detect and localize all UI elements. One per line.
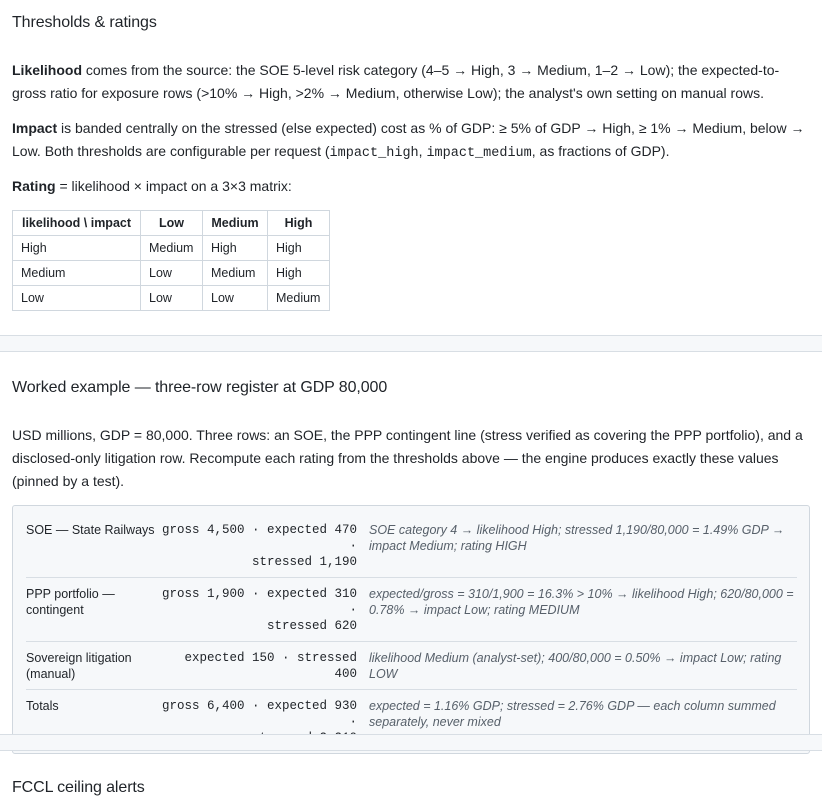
example-values-line-1: gross 1,900 · expected 310 · bbox=[161, 587, 357, 617]
example-values-line-1: gross 6,400 · expected 930 · bbox=[161, 699, 357, 729]
example-row-note: expected/gross = 310/1,900 = 16.3% > 10% → likelihood High; 620/80,000 = 0.78% → impact Low; rating MEDIUM bbox=[369, 587, 794, 617]
example-values-line-2: stressed 620 bbox=[266, 619, 357, 633]
matrix-cell: Medium bbox=[141, 236, 203, 261]
rating-matrix-table bbox=[12, 210, 330, 311]
matrix-header-corner: likelihood \ impact bbox=[13, 211, 141, 236]
table-row bbox=[13, 286, 330, 311]
matrix-cell: High bbox=[268, 261, 330, 286]
impact-paragraph bbox=[12, 117, 812, 165]
example-row-note: likelihood Medium (analyst-set); 400/80,000 = 0.50% → impact Low; rating LOW bbox=[369, 651, 782, 681]
section-divider bbox=[0, 734, 822, 751]
example-row-values bbox=[156, 522, 369, 570]
likelihood-paragraph bbox=[12, 59, 812, 105]
section-divider bbox=[0, 335, 822, 352]
example-intro-paragraph: USD millions, GDP = 80,000. Three rows: an SOE, the PPP contingent line (stress verified as covering the PPP portfolio), and a disclosed-only litigation row. Recompute each rating from the thresholds above — the engine produces exactly these values (pinned by a test). bbox=[12, 427, 803, 489]
matrix-cell: Low bbox=[141, 286, 203, 311]
matrix-row-label: Low bbox=[13, 286, 141, 311]
likelihood-text: comes from the source: the SOE 5-level risk category (4–5 → High, 3 → Medium, 1–2 → Low); the expected-to-gross ratio for exposure rows (>10% → High, >2% → Medium, otherwise Low); the analyst's own setting on manual rows. bbox=[12, 62, 780, 101]
example-values-line-1: gross 4,500 · expected 470 · bbox=[161, 523, 357, 553]
impact-separator: , bbox=[418, 143, 427, 159]
example-row-note: expected = 1.16% GDP; stressed = 2.76% GDP — each column summed separately, never mixed bbox=[369, 699, 776, 729]
matrix-cell: Low bbox=[141, 261, 203, 286]
matrix-cell: Medium bbox=[203, 261, 268, 286]
table-row bbox=[13, 261, 330, 286]
impact-text-1: is banded centrally on the stressed (else expected) cost as % of GDP: ≥ 5% of GDP → High, ≥ 1% → Medium, below → Low. Both thresholds are configurable per request ( bbox=[12, 120, 805, 159]
impact-text-2: , as fractions of GDP). bbox=[531, 143, 670, 159]
section-title-thresholds: Thresholds & ratings bbox=[12, 14, 157, 31]
matrix-row-label: Medium bbox=[13, 261, 141, 286]
matrix-header-low: Low bbox=[141, 211, 203, 236]
example-row-label: SOE — State Railways bbox=[26, 523, 155, 537]
example-values-line-1: expected 150 · stressed 400 bbox=[184, 651, 357, 681]
list-item bbox=[26, 514, 797, 578]
example-row-values bbox=[156, 650, 369, 682]
matrix-header-row bbox=[13, 211, 330, 236]
rating-paragraph bbox=[12, 175, 812, 198]
impact-high-code: impact_high bbox=[329, 146, 419, 161]
example-row-note: SOE category 4 → likelihood High; stressed 1,190/80,000 = 1.49% GDP → impact Medium; rating HIGH bbox=[369, 523, 785, 553]
matrix-header-high: High bbox=[268, 211, 330, 236]
list-item bbox=[26, 578, 797, 642]
impact-medium-code: impact_medium bbox=[426, 146, 532, 161]
matrix-row-label: High bbox=[13, 236, 141, 261]
matrix-cell: Medium bbox=[268, 286, 330, 311]
matrix-cell: High bbox=[203, 236, 268, 261]
section-title-fccl: FCCL ceiling alerts bbox=[12, 779, 145, 796]
rating-label: Rating bbox=[12, 178, 56, 194]
example-row-label: PPP portfolio — contingent bbox=[26, 587, 115, 617]
section-title-worked-example: Worked example — three-row register at GDP 80,000 bbox=[12, 379, 388, 396]
worked-example-box bbox=[12, 505, 810, 754]
list-item bbox=[26, 642, 797, 690]
example-row-label: Totals bbox=[26, 699, 59, 713]
matrix-cell: Low bbox=[203, 286, 268, 311]
example-row-values bbox=[156, 586, 369, 634]
likelihood-label: Likelihood bbox=[12, 62, 82, 78]
example-row-label: Sovereign litigation (manual) bbox=[26, 651, 132, 681]
matrix-header-medium: Medium bbox=[203, 211, 268, 236]
impact-label: Impact bbox=[12, 120, 58, 136]
example-values-line-2: stressed 1,190 bbox=[251, 555, 357, 569]
matrix-cell: High bbox=[268, 236, 330, 261]
table-row bbox=[13, 236, 330, 261]
rating-text: = likelihood × impact on a 3×3 matrix: bbox=[55, 178, 292, 194]
